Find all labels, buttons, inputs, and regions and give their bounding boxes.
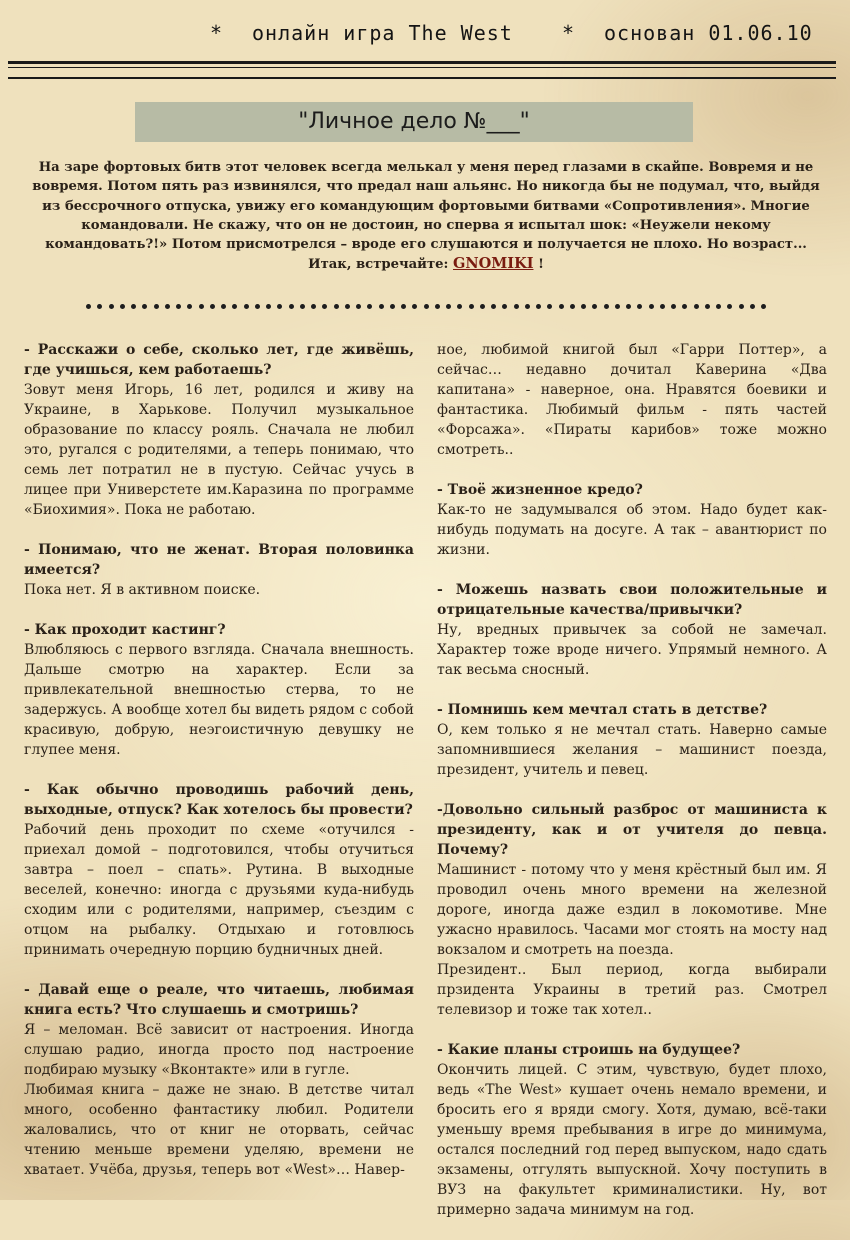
interview-question: - Давай еще о реале, что читаешь, любимая книга есть? Что слушаешь и смотришь? <box>24 982 414 1018</box>
interview-block <box>24 340 414 520</box>
separator-dot <box>581 304 586 309</box>
separator-dot <box>424 304 429 309</box>
separator-dot <box>637 304 642 309</box>
interview-block <box>437 340 827 460</box>
separator-dot <box>255 304 260 309</box>
separator-dot <box>525 304 530 309</box>
separator-dot <box>491 304 496 309</box>
separator-dot <box>446 304 451 309</box>
separator-dot <box>705 304 710 309</box>
separator-dot <box>165 304 170 309</box>
left-column <box>24 340 414 1200</box>
article-intro <box>28 158 824 275</box>
interview-block <box>24 620 414 760</box>
separator-dot <box>536 304 541 309</box>
separator-dot <box>514 304 519 309</box>
separator-dot <box>356 304 361 309</box>
interview-question: - Расскажи о себе, сколько лет, где живёшь, где учишься, кем работаешь? <box>24 342 414 378</box>
separator-dot <box>199 304 204 309</box>
interview-block <box>24 540 414 600</box>
interview-question: - Как проходит кастинг? <box>24 622 226 638</box>
separator-dot <box>109 304 114 309</box>
interview-answer: Я – меломан. Всё зависит от настроения. Иногда слушаю радио, иногда просто под настроение подбираю музыку «Вконтакте» или в гугле. <box>24 1022 414 1078</box>
separator-dot <box>232 304 237 309</box>
interview-question: - Помнишь кем мечтал стать в детстве? <box>437 702 768 718</box>
separator-dot <box>761 304 766 309</box>
separator-dot <box>289 304 294 309</box>
masthead-rule-thick <box>8 61 836 64</box>
interview-answer: Рабочий день проходит по схеме «отучился - приехал домой – подготовился, чтобы отучиться завтра – поел – спать». Рутина. В выходные веселей, конечно: иногда с друзьями куда-нибудь сходим или с родителями, например, съездим с отцом на рыбалку. Отдыхаю и готовлюсь принимать очередную порцию будничных дней. <box>24 822 414 958</box>
separator-dot <box>435 304 440 309</box>
separator-dot <box>626 304 631 309</box>
masthead-star-left: * <box>210 21 224 45</box>
intro-meet: Итак, встречайте: <box>308 257 449 273</box>
separator-dot <box>694 304 699 309</box>
interview-question: - Понимаю, что не женат. Вторая половинка имеется? <box>24 542 414 578</box>
player-name-link[interactable]: GNOMIKI <box>452 255 534 273</box>
interview-question: - Твоё жизненное кредо? <box>437 482 643 498</box>
masthead <box>0 18 835 52</box>
separator-dot <box>671 304 676 309</box>
separator-dot <box>176 304 181 309</box>
interview-answer: Любимая книга – даже не знаю. В детстве читал много, особенно фантастику любил. Родители жаловались, что от книг не оторвать, сейчас чтению меньше времени уделяю, времени не хватает. Учёба, друзья, теперь вот «West»… Навер- <box>24 1082 414 1178</box>
separator-dot <box>221 304 226 309</box>
separator-dot <box>97 304 102 309</box>
right-column <box>437 340 827 1240</box>
separator-dot <box>649 304 654 309</box>
interview-answer: Президент.. Был период, когда выбирали прзидента Украины в третий раз. Смотрел телевизор и тоже так хотел.. <box>437 962 827 1018</box>
intro-text: На заре фортовых битв этот человек всегда мелькал у меня перед глазами в скайпе. Вовремя и не вовремя. Потом пять раз извинялся, что предал наш альянс. Но никогда бы не подумал, что, выйдя из бессрочного отпуска, увижу его командующим фортовыми битвами «Сопротивления». Многие командовали. Не скажу, что он не достоин, но сперва я испытал шок: «Неужели некому командовать?!» Потом присмотрелся – вроде его слушаются и получается не плохо. Но возраст... <box>32 160 820 253</box>
separator-dot <box>727 304 732 309</box>
separator-dot <box>604 304 609 309</box>
interview-answer: Пока нет. Я в активном поиске. <box>24 582 261 598</box>
masthead-founded-date: основан 01.06.10 <box>604 21 813 45</box>
masthead-rule-lower <box>8 77 836 79</box>
separator-dot <box>401 304 406 309</box>
separator-dot <box>379 304 384 309</box>
separator-dot <box>559 304 564 309</box>
interview-block <box>437 700 827 780</box>
interview-answer: Влюбляюсь с первого взгляда. Сначала внешность. Дальше смотрю на характер. Если за привлекательной внешностью стерва, то не задержусь. А вообще хотел бы видеть рядом с собой красивую, добрую, неэгоистичную девушку не глупее меня. <box>24 642 414 758</box>
separator-dot <box>469 304 474 309</box>
interview-block <box>437 580 827 680</box>
separator-dot <box>660 304 665 309</box>
dotted-separator <box>86 296 766 316</box>
separator-dot <box>154 304 159 309</box>
interview-block <box>437 480 827 560</box>
separator-dot <box>615 304 620 309</box>
separator-dot <box>570 304 575 309</box>
separator-dot <box>592 304 597 309</box>
separator-dot <box>300 304 305 309</box>
separator-dot <box>345 304 350 309</box>
separator-dot <box>750 304 755 309</box>
interview-block <box>437 1040 827 1220</box>
interview-block <box>24 980 414 1180</box>
interview-answer: ное, любимой книгой был «Гарри Поттер», а сейчас… недавно дочитал Каверина «Два капитана» - наверное, она. Нравятся боевики и фантастика. Любимый фильм - пять частей «Форсажа». «Пираты карибов» тоже можно смотреть.. <box>437 342 827 458</box>
separator-dot <box>390 304 395 309</box>
separator-dot <box>367 304 372 309</box>
interview-answer: Зовут меня Игорь, 16 лет, родился и живу на Украине, в Харькове. Получил музыкальное образование по классу рояль. Сначала не любил это, ругался с родителями, а теперь понимаю, что семь лет потратил не в пустую. Сейчас учусь в лицее при Универстете им.Каразина по программе «Биохимия». Пока не работаю. <box>24 382 414 518</box>
separator-dot <box>244 304 249 309</box>
interview-answer: О, кем только я не мечтал стать. Наверно самые запомнившиеся желания – машинист поезда, президент, учитель и певец. <box>437 722 827 778</box>
interview-answer: Ну, вредных привычек за собой не замечал. Характер тоже вроде ничего. Упрямый немного. А так весьма сносный. <box>437 622 827 678</box>
interview-block <box>437 800 827 1020</box>
separator-dot <box>716 304 721 309</box>
separator-dot <box>86 304 91 309</box>
article-title: "Личное дело №___" <box>135 102 693 142</box>
separator-dot <box>547 304 552 309</box>
separator-dot <box>187 304 192 309</box>
separator-dot <box>412 304 417 309</box>
separator-dot <box>142 304 147 309</box>
separator-dot <box>311 304 316 309</box>
masthead-game-name: онлайн игра The West <box>252 21 513 45</box>
interview-answer: Как-то не задумывался об этом. Надо будет как-нибудь подумать на досуге. А так – авантюрист по жизни. <box>437 502 827 558</box>
separator-dot <box>120 304 125 309</box>
separator-dot <box>210 304 215 309</box>
interview-answer: Окончить лицей. С этим, чувствую, будет плохо, ведь «The West» кушает очень немало времени, и бросить его я вряди смогу. Хотя, думаю, всё-таки уменьшу время пребывания в игре до минимума, остался последний год перед выпуском, надо сдать экзамены, отгулять выпускной. Хочу поступить в ВУЗ на факультет криминалистики. Ну, вот примерно задача минимум на год. <box>437 1062 827 1218</box>
separator-dot <box>334 304 339 309</box>
interview-question: - Можешь назвать свои положительные и отрицательные качества/привычки? <box>437 582 827 618</box>
interview-block <box>24 780 414 960</box>
interview-question: - Как обычно проводишь рабочий день, выходные, отпуск? Как хотелось бы провести? <box>24 782 414 818</box>
separator-dot <box>682 304 687 309</box>
separator-dot <box>131 304 136 309</box>
separator-dot <box>277 304 282 309</box>
interview-answer: Машинист - потому что у меня крёстный был им. Я проводил очень много времени на железной дороге, иногда даже ездил в локомотиве. Мне ужасно нравилось. Часами мог стоять на мосту над вокзалом и смотреть на поезда. <box>437 862 827 958</box>
separator-dot <box>739 304 744 309</box>
intro-end: ! <box>538 257 544 273</box>
separator-dot <box>480 304 485 309</box>
masthead-star-right: * <box>562 21 576 45</box>
separator-dot <box>457 304 462 309</box>
interview-question: -Довольно сильный разброс от машиниста к президенту, как и от учителя до певца. Почему? <box>437 802 827 858</box>
masthead-rule-thin <box>8 67 836 68</box>
separator-dot <box>502 304 507 309</box>
separator-dot <box>322 304 327 309</box>
separator-dot <box>266 304 271 309</box>
interview-question: - Какие планы строишь на будущее? <box>437 1042 741 1058</box>
